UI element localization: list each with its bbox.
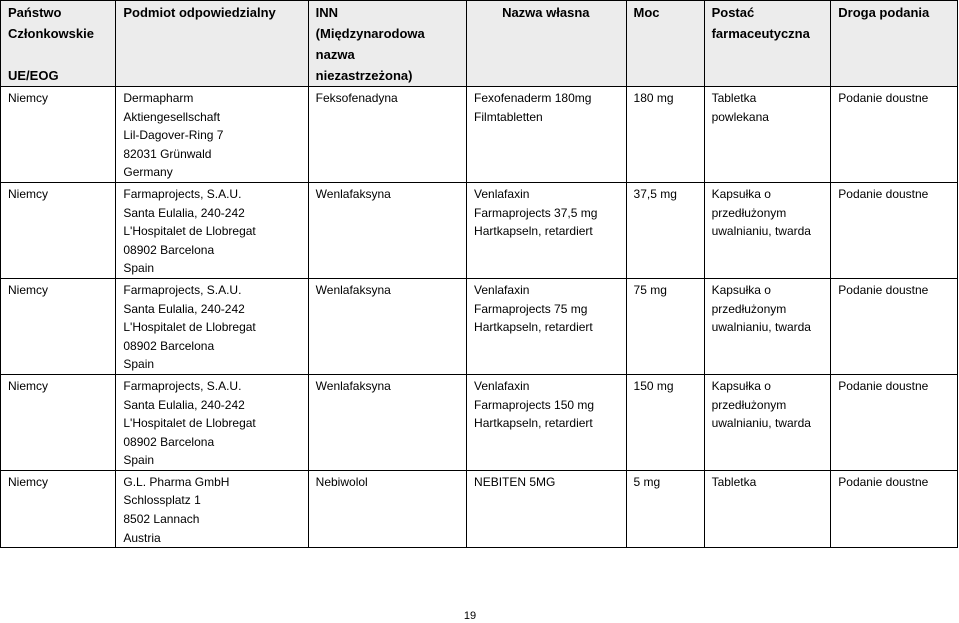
cell-postac bbox=[704, 470, 831, 547]
cell-podmiot-line: G.L. Pharma GmbH bbox=[123, 474, 230, 489]
cell-postac-line: Kapsułka o bbox=[711, 282, 771, 297]
cell-kraj-text: Niemcy bbox=[8, 378, 49, 393]
cell-podmiot-line: 8502 Lannach bbox=[123, 512, 200, 527]
cell-nazwa-line: Venlafaxin bbox=[474, 282, 530, 297]
cell-nazwa-line: Hartkapseln, retardiert bbox=[474, 416, 593, 431]
cell-postac-line: przedłużonym bbox=[711, 301, 787, 316]
cell-nazwa bbox=[467, 87, 627, 183]
cell-podmiot-line: Farmaprojects, S.A.U. bbox=[123, 378, 242, 393]
cell-postac-line: Tabletka bbox=[711, 91, 757, 105]
cell-podmiot bbox=[116, 278, 308, 374]
cell-droga-text: Podanie doustne bbox=[838, 91, 929, 105]
cell-podmiot bbox=[116, 374, 308, 470]
cell-nazwa-line: Farmaprojects 37,5 mg bbox=[474, 205, 598, 220]
cell-podmiot-line: 82031 Grünwald bbox=[123, 146, 212, 161]
cell-podmiot-line: Santa Eulalia, 240-242 bbox=[123, 397, 245, 412]
cell-podmiot-line: Schlossplatz 1 bbox=[123, 493, 201, 508]
table-row bbox=[1, 87, 958, 183]
cell-nazwa bbox=[467, 470, 627, 547]
cell-moc-text: 37,5 mg bbox=[633, 186, 677, 201]
header-inn-line: nazwa bbox=[315, 47, 355, 62]
header-kraj-line: Członkowskie bbox=[8, 26, 94, 41]
cell-nazwa-line: Venlafaxin bbox=[474, 378, 530, 393]
cell-podmiot-line: 08902 Barcelona bbox=[123, 434, 215, 449]
cell-moc-text: 180 mg bbox=[633, 91, 674, 105]
cell-podmiot bbox=[116, 182, 308, 278]
table-row bbox=[1, 278, 958, 374]
cell-moc bbox=[626, 374, 704, 470]
cell-podmiot-line: Farmaprojects, S.A.U. bbox=[123, 186, 242, 201]
cell-kraj-text: Niemcy bbox=[8, 91, 49, 105]
cell-podmiot-line: Farmaprojects, S.A.U. bbox=[123, 282, 242, 297]
cell-inn bbox=[308, 278, 466, 374]
cell-droga bbox=[831, 470, 958, 547]
cell-podmiot-line: Spain bbox=[123, 453, 155, 468]
cell-podmiot-line: Santa Eulalia, 240-242 bbox=[123, 205, 245, 220]
cell-droga-text: Podanie doustne bbox=[838, 474, 929, 489]
cell-podmiot-line: 08902 Barcelona bbox=[123, 242, 215, 257]
header-kraj-line: Państwo bbox=[8, 5, 62, 20]
cell-podmiot bbox=[116, 470, 308, 547]
cell-podmiot-line: L'Hospitalet de Llobregat bbox=[123, 416, 256, 431]
cell-moc-text: 150 mg bbox=[633, 378, 674, 393]
cell-inn bbox=[308, 374, 466, 470]
header-inn bbox=[308, 1, 466, 87]
cell-podmiot-line: Santa Eulalia, 240-242 bbox=[123, 301, 245, 316]
cell-kraj bbox=[1, 182, 116, 278]
table-row bbox=[1, 374, 958, 470]
header-postac-line: Postać bbox=[711, 5, 755, 20]
cell-postac-line: uwalnianiu, twarda bbox=[711, 224, 811, 239]
cell-podmiot-line: Aktiengesellschaft bbox=[123, 109, 221, 124]
header-inn-line: INN bbox=[315, 5, 339, 20]
cell-postac-line: Tabletka bbox=[711, 474, 757, 489]
cell-postac-line: uwalnianiu, twarda bbox=[711, 320, 811, 335]
header-inn-line: niezastrzeżona) bbox=[315, 68, 413, 83]
cell-podmiot-line: Spain bbox=[123, 261, 155, 276]
header-kraj bbox=[1, 1, 116, 87]
cell-droga bbox=[831, 87, 958, 183]
cell-podmiot-line: L'Hospitalet de Llobregat bbox=[123, 224, 256, 239]
cell-moc-text: 75 mg bbox=[633, 282, 667, 297]
cell-droga-text: Podanie doustne bbox=[838, 378, 929, 393]
cell-moc bbox=[626, 87, 704, 183]
header-nazwa-line: Nazwa własna bbox=[502, 5, 590, 20]
cell-podmiot bbox=[116, 87, 308, 183]
header-kraj-line: UE/EOG bbox=[8, 68, 59, 83]
header-podmiot-line: Podmiot odpowiedzialny bbox=[123, 5, 276, 20]
cell-podmiot-line: Spain bbox=[123, 357, 155, 372]
cell-postac-line: przedłużonym bbox=[711, 205, 787, 220]
cell-inn-text: Nebiwolol bbox=[315, 474, 368, 489]
cell-kraj bbox=[1, 278, 116, 374]
header-postac bbox=[704, 1, 831, 87]
cell-inn-text: Feksofenadyna bbox=[315, 91, 398, 105]
cell-postac bbox=[704, 87, 831, 183]
header-moc bbox=[626, 1, 704, 87]
header-moc-line: Moc bbox=[633, 5, 660, 20]
cell-nazwa bbox=[467, 278, 627, 374]
cell-nazwa-line: Hartkapseln, retardiert bbox=[474, 320, 593, 335]
cell-inn bbox=[308, 470, 466, 547]
cell-postac bbox=[704, 278, 831, 374]
cell-inn-text: Wenlafaksyna bbox=[315, 186, 391, 201]
cell-postac bbox=[704, 182, 831, 278]
header-nazwa bbox=[467, 1, 627, 87]
cell-inn-text: Wenlafaksyna bbox=[315, 282, 391, 297]
cell-moc bbox=[626, 182, 704, 278]
cell-droga bbox=[831, 374, 958, 470]
cell-kraj bbox=[1, 374, 116, 470]
header-kraj-line bbox=[8, 44, 107, 65]
cell-inn-text: Wenlafaksyna bbox=[315, 378, 391, 393]
cell-kraj bbox=[1, 470, 116, 547]
header-inn-line: (Międzynarodowa bbox=[315, 26, 425, 41]
table-header-row bbox=[1, 1, 958, 87]
table-row bbox=[1, 470, 958, 547]
cell-kraj-text: Niemcy bbox=[8, 282, 49, 297]
cell-postac bbox=[704, 374, 831, 470]
cell-nazwa-line: Filmtabletten bbox=[474, 109, 543, 124]
cell-moc-text: 5 mg bbox=[633, 474, 661, 489]
cell-podmiot-line: Germany bbox=[123, 165, 173, 180]
cell-inn bbox=[308, 87, 466, 183]
page-number: 19 bbox=[463, 610, 477, 622]
header-droga bbox=[831, 1, 958, 87]
cell-podmiot-line: Lil-Dagover-Ring 7 bbox=[123, 128, 224, 143]
cell-nazwa-line: NEBITEN 5MG bbox=[474, 474, 556, 489]
cell-kraj-text: Niemcy bbox=[8, 474, 49, 489]
cell-nazwa-line: Farmaprojects 150 mg bbox=[474, 397, 595, 412]
cell-droga bbox=[831, 182, 958, 278]
cell-kraj bbox=[1, 87, 116, 183]
cell-nazwa bbox=[467, 374, 627, 470]
table-row bbox=[1, 182, 958, 278]
cell-postac-line: uwalnianiu, twarda bbox=[711, 416, 811, 431]
cell-moc bbox=[626, 278, 704, 374]
cell-postac-line: przedłużonym bbox=[711, 397, 787, 412]
cell-podmiot-line: L'Hospitalet de Llobregat bbox=[123, 320, 256, 335]
cell-nazwa-line: Venlafaxin bbox=[474, 186, 530, 201]
header-droga-line: Droga podania bbox=[838, 5, 930, 20]
cell-droga-text: Podanie doustne bbox=[838, 186, 929, 201]
cell-nazwa-line: Fexofenaderm 180mg bbox=[474, 91, 592, 105]
cell-kraj-text: Niemcy bbox=[8, 186, 49, 201]
cell-nazwa bbox=[467, 182, 627, 278]
cell-nazwa-line: Farmaprojects 75 mg bbox=[474, 301, 588, 316]
header-podmiot bbox=[116, 1, 308, 87]
cell-postac-line: powlekana bbox=[711, 109, 769, 124]
cell-podmiot-line: Dermapharm bbox=[123, 91, 194, 105]
header-postac-line: farmaceutyczna bbox=[711, 26, 810, 41]
cell-moc bbox=[626, 470, 704, 547]
cell-podmiot-line: 08902 Barcelona bbox=[123, 338, 215, 353]
cell-podmiot-line: Austria bbox=[123, 530, 161, 545]
cell-nazwa-line: Hartkapseln, retardiert bbox=[474, 224, 593, 239]
cell-postac-line: Kapsułka o bbox=[711, 186, 771, 201]
cell-droga bbox=[831, 278, 958, 374]
cell-postac-line: Kapsułka o bbox=[711, 378, 771, 393]
cell-inn bbox=[308, 182, 466, 278]
cell-droga-text: Podanie doustne bbox=[838, 282, 929, 297]
